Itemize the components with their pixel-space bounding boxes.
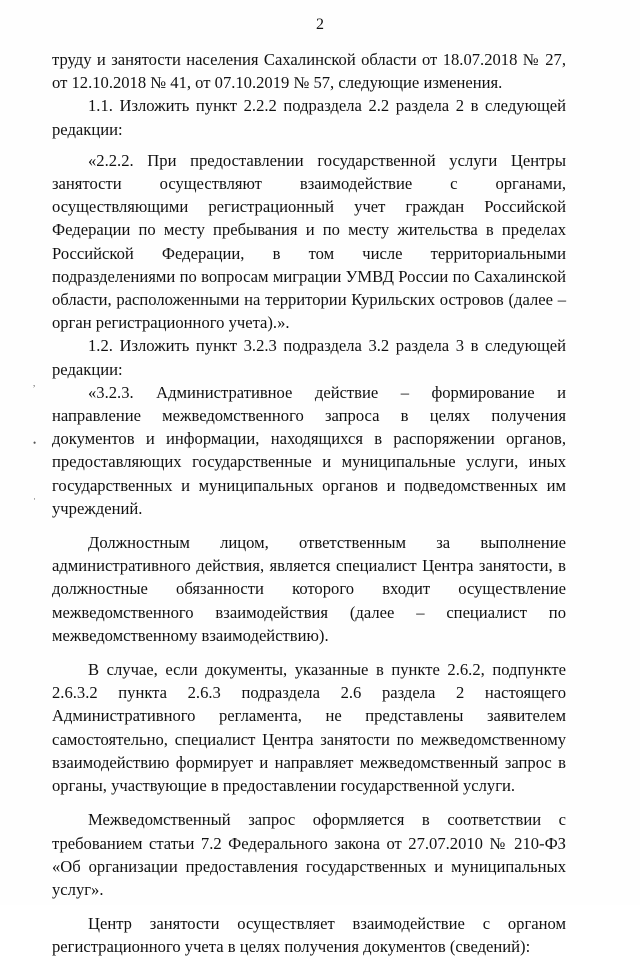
paragraph-item-1-2: 1.2. Изложить пункт 3.2.3 подраздела 3.2 раздела 3 в следующей редакции: <box>52 336 566 379</box>
paragraph-interaction: Центр занятости осуществляет взаимодействие с органом регистрационного учета в целях получения документов (сведений): <box>52 914 566 957</box>
paragraph-intro: труду и занятости населения Сахалинской области от 18.07.2018 № 27, от 12.10.2018 № 41, от 07.10.2019 № 57, следующие изменения. <box>52 50 566 93</box>
margin-scan-mark: • <box>33 438 37 448</box>
paragraph-quote-3-2-3: «3.2.3. Административное действие – формирование и направление межведомственного запроса в целях получения документов и информации, находящихся в распоряжении органов, предоставляющих государственные и муниципальные услуги, иных государственных и муниципальных органов и подведомственных им учреждений. <box>52 382 566 518</box>
document-body <box>52 48 566 959</box>
margin-scan-mark: , <box>33 378 36 388</box>
paragraph-item-1-1: 1.1. Изложить пункт 2.2.2 подраздела 2.2 раздела 2 в следующей редакции: <box>52 96 566 139</box>
paragraph-request-format: Межведомственный запрос оформляется в соответствии с требованием статьи 7.2 Федерального закона от 27.07.2010 № 210-ФЗ «Об организации предоставления государственных и муниципальных услуг». <box>52 810 566 899</box>
paragraph-documents-case: В случае, если документы, указанные в пункте 2.6.2, подпункте 2.6.3.2 пункта 2.6.3 подраздела 2.6 раздела 2 настоящего Административного регламента, не представлены заявителем самостоятельно, специалист Центра занятости по межведомственному взаимодействию формирует и направляет межведомственный запрос в органы, участвующие в предоставлении государственной услуги. <box>52 660 566 796</box>
margin-scan-mark: · <box>33 494 36 504</box>
paragraph-responsible-person: Должностным лицом, ответственным за выполнение административного действия, является специалист Центра занятости, в должностные обязанности которого входит осуществление межведомственного взаимодействия (далее – специалист по межведомственному взаимодействию). <box>52 533 566 645</box>
page-number: 2 <box>316 16 324 33</box>
paragraph-quote-2-2-2: «2.2.2. При предоставлении государственной услуги Центры занятости осуществляют взаимодействие с органами, осуществляющими регистрационный учет граждан Российской Федерации по месту пребывания и по месту жительства в пределах Российской Федерации, в том числе территориальными подразделениями по вопросам миграции УМВД России по Сахалинской области, расположенными на территории Курильских островов (далее – орган регистрационного учета).». <box>52 150 566 333</box>
